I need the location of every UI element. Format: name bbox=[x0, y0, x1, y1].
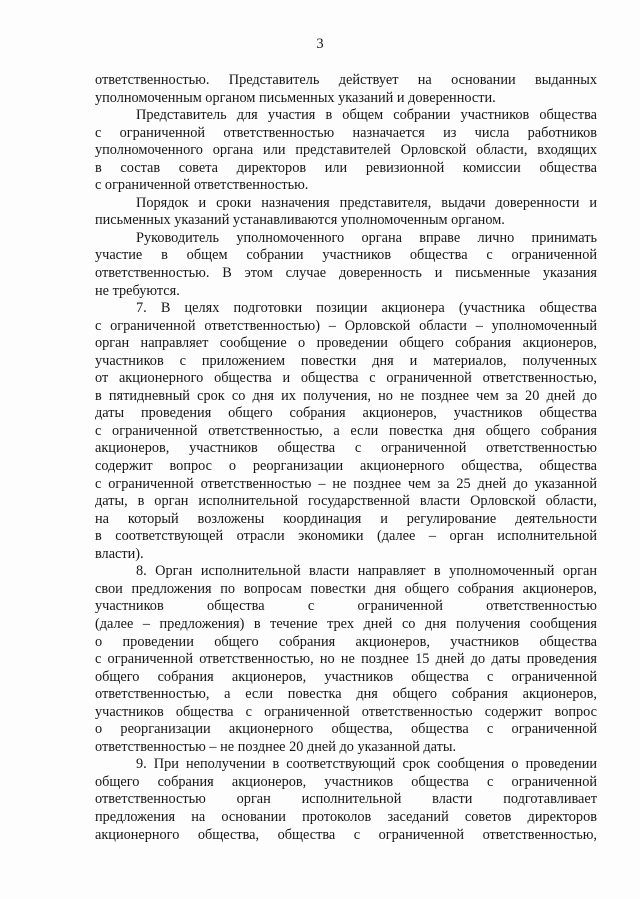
text-line: ответственностью. Представитель действует на основании выданных bbox=[95, 72, 597, 88]
text-line: акционерного общества, общества с ограниченной ответственностью, bbox=[95, 826, 597, 843]
paragraph bbox=[95, 230, 597, 300]
text-line: с ограниченной ответственностью, а если повестка дня общего собрания bbox=[95, 422, 597, 439]
text-line: с ограниченной ответственностью, но не позднее 15 дней до даты проведения bbox=[95, 651, 597, 668]
paragraph bbox=[95, 563, 597, 756]
text-line: ответственностью. В этом случае доверенность и письменные указания bbox=[95, 265, 597, 282]
text-line: даты проведения общего собрания акционеров, участников общества bbox=[95, 405, 597, 422]
paragraph bbox=[95, 72, 597, 107]
paragraph bbox=[95, 107, 597, 195]
text-line: ответственностью орган исполнительной власти подготавливает bbox=[95, 791, 597, 808]
text-line: общего собрания акционеров, участников общества с ограниченной bbox=[95, 773, 597, 790]
text-line: от акционерного общества и общества с ограниченной ответственностью, bbox=[95, 370, 597, 387]
text-line: участие в общем собрании участников общества с ограниченной bbox=[95, 247, 597, 264]
text-line: 7. В целях подготовки позиции акционера (участника общества bbox=[136, 300, 597, 317]
document-body bbox=[95, 72, 597, 844]
text-line: содержит вопрос о реорганизации акционерного общества, общества bbox=[95, 458, 597, 475]
text-line: ответственностью, а если повестка дня общего собрания акционеров, bbox=[95, 686, 597, 703]
text-line: акционеров, участников общества с ограниченной ответственностью bbox=[95, 440, 597, 457]
text-line: орган направляет сообщение о проведении общего собрания акционеров, bbox=[95, 335, 597, 352]
text-line: Представитель для участия в общем собрании участников общества bbox=[136, 107, 597, 124]
text-line: Порядок и сроки назначения представителя, выдачи доверенности и bbox=[136, 194, 597, 211]
text-line: в соответствующей отрасли экономики (далее – орган исполнительной bbox=[95, 528, 597, 545]
text-line: предложения на основании протоколов заседаний советов директоров bbox=[95, 808, 597, 825]
text-line: власти). bbox=[95, 545, 144, 562]
text-line: общего собрания акционеров, участников общества с ограниченной bbox=[95, 668, 597, 685]
page-number: 3 bbox=[316, 36, 324, 52]
text-line: (далее – предложения) в течение трех дней со дня получения сообщения bbox=[95, 615, 597, 632]
text-line: о проведении общего собрания акционеров, участников общества bbox=[95, 633, 597, 650]
text-line: участников общества с ограниченной ответственностью bbox=[95, 598, 597, 615]
text-line: с ограниченной ответственностью – не позднее чем за 25 дней до указанной bbox=[95, 475, 597, 492]
text-line: в состав совета директоров или ревизионной комиссии общества bbox=[95, 159, 597, 176]
text-line: участников с приложением повестки дня и материалов, полученных bbox=[95, 352, 597, 369]
text-line: уполномоченным органом письменных указаний и доверенности. bbox=[95, 89, 496, 106]
paragraph bbox=[95, 300, 597, 563]
text-line: в пятидневный срок со дня их получения, но не позднее чем за 20 дней до bbox=[95, 387, 597, 404]
text-line: с ограниченной ответственностью) – Орловской области – уполномоченный bbox=[95, 317, 597, 334]
text-line: ответственностью – не позднее 20 дней до указанной даты. bbox=[95, 738, 457, 755]
paragraph bbox=[95, 756, 597, 844]
text-line: на который возложены координация и регулирование деятельности bbox=[95, 510, 597, 527]
text-line: 8. Орган исполнительной власти направляет в уполномоченный орган bbox=[136, 563, 597, 580]
paragraph bbox=[95, 195, 597, 230]
text-line: Руководитель уполномоченного органа вправе лично принимать bbox=[136, 229, 597, 246]
text-line: 9. При неполучении в соответствующий срок сообщения о проведении bbox=[136, 756, 597, 773]
text-line: с ограниченной ответственностью. bbox=[95, 177, 309, 194]
text-line: с ограниченной ответственностью назначается из числа работников bbox=[95, 124, 597, 141]
text-line: о реорганизации акционерного общества, общества с ограниченной bbox=[95, 721, 597, 738]
text-line: не требуются. bbox=[95, 282, 180, 299]
text-line: свои предложения по вопросам повестки дня общего собрания акционеров, bbox=[95, 580, 597, 597]
text-line: даты, в орган исполнительной государственной власти Орловской области, bbox=[95, 493, 597, 510]
text-line: письменных указаний устанавливаются уполномоченным органом. bbox=[95, 212, 505, 229]
text-line: участников общества с ограниченной ответственностью содержит вопрос bbox=[95, 703, 597, 720]
text-line: уполномоченного органа или представителей Орловской области, входящих bbox=[95, 142, 597, 159]
